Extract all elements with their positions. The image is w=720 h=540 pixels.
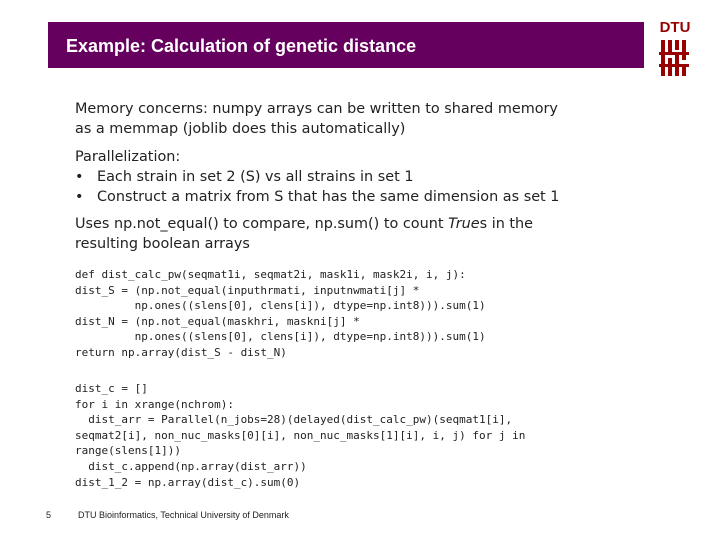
paragraph-line: as a memmap (joblib does this automatically) — [75, 121, 406, 137]
paragraph-text: s in the — [479, 216, 534, 232]
page-number: 5 — [46, 510, 52, 520]
paragraph-line — [75, 214, 533, 234]
code-block-parallel-loop: dist_c = [] for i in xrange(nchrom): dist_arr = Parallel(n_jobs=28)(delayed(dist_calc_pw)(seqmat1[i], seqmat2[i], non_nuc_masks[0][i], non_nuc_masks[1][i], i, j) for j in range(slens[1])) dist_c.append(np.array(dist_arr)) dist_1_2 = np.array(dist_c).sum(0) — [75, 382, 526, 489]
uses-paragraph — [75, 214, 533, 254]
paragraph-text: Uses np.not_equal() to compare, np.sum() to count — [75, 216, 449, 232]
bullet-icon: • — [75, 189, 84, 205]
parallelization-heading: Parallelization: — [75, 149, 181, 165]
code-block-dist-calc: def dist_calc_pw(seqmat1i, seqmat2i, mask1i, mask2i, i, j): dist_S = (np.not_equal(inputhrmati, inputnwmati[j] * np.ones((slens[0], clens[i]), dtype=np.int8))).sum(1) dist_N = (np.not_equal(maskhri, maskni[j] * np.ones((slens[0], clens[i]), dtype=np.int8))).sum(1) return np.array(dist_S - dist_N) — [75, 268, 486, 359]
bullet-text: Each strain in set 2 (S) vs all strains in set 1 — [97, 169, 414, 185]
slide-title-bar — [48, 22, 644, 68]
bullet-text: Construct a matrix from S that has the same dimension as set 1 — [97, 189, 560, 205]
memory-concerns-paragraph — [75, 99, 558, 139]
bullet-item — [75, 187, 559, 207]
dtu-logo — [655, 20, 695, 76]
paragraph-line: Memory concerns: numpy arrays can be written to shared memory — [75, 101, 558, 117]
paragraph-line: resulting boolean arrays — [75, 236, 250, 252]
footer-affiliation: DTU Bioinformatics, Technical University of Denmark — [78, 510, 289, 520]
dtu-logo-text: DTU — [659, 19, 691, 36]
bullet-icon: • — [75, 169, 84, 185]
emphasis-text: True — [448, 216, 480, 232]
slide-title: Example: Calculation of genetic distance — [66, 36, 417, 56]
bullet-item — [75, 167, 559, 187]
dtu-logo-bars-icon — [659, 40, 691, 76]
parallelization-paragraph — [75, 147, 559, 207]
